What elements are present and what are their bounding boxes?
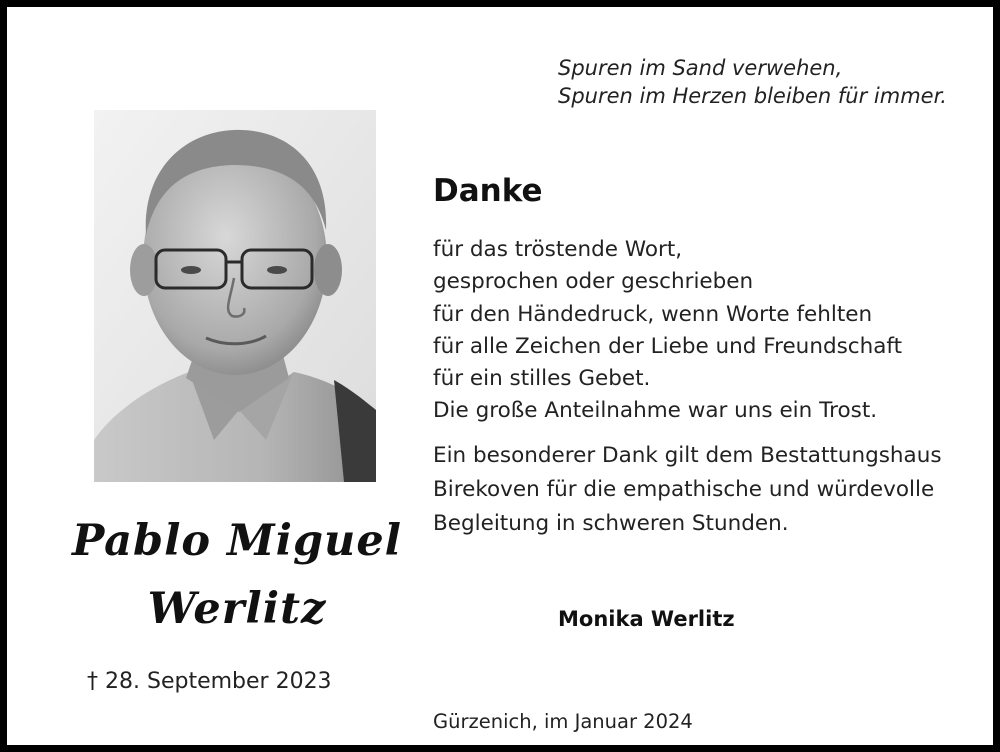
thanks-text <box>433 234 902 428</box>
thanks-line: für den Händedruck, wenn Worte fehlten <box>433 301 873 327</box>
signature: Monika Werlitz <box>558 607 735 631</box>
deceased-first-names: Pablo Miguel <box>71 516 403 566</box>
special-thanks-line: Begleitung in schweren Stunden. <box>433 511 789 536</box>
special-thanks-line: Ein besonderer Dank gilt dem Bestattungshaus <box>433 443 942 468</box>
thanks-line: für das tröstende Wort, <box>433 237 683 262</box>
portrait-photo <box>94 110 376 482</box>
thanks-line: für ein stilles Gebet. <box>433 366 651 392</box>
thanks-line: Die große Anteilnahme war uns ein Trost. <box>433 398 878 424</box>
motto-line-1: Spuren im Sand verwehen, <box>558 56 843 80</box>
deceased-name <box>47 507 427 643</box>
thanks-line: für alle Zeichen der Liebe und Freundschaft <box>433 333 903 359</box>
thanks-line: gesprochen oder geschrieben <box>433 269 754 295</box>
motto-line-2: Spuren im Herzen bleiben für immer. <box>558 84 947 108</box>
special-thanks-line: Birekoven für die empathische und würdevolle <box>433 477 935 502</box>
death-date: † 28. September 2023 <box>87 669 332 694</box>
thanks-heading: Danke <box>433 173 543 209</box>
motto <box>558 54 947 110</box>
place-date: Gürzenich, im Januar 2024 <box>433 710 693 733</box>
special-thanks-text <box>433 439 942 541</box>
deceased-last-name: Werlitz <box>147 584 327 634</box>
